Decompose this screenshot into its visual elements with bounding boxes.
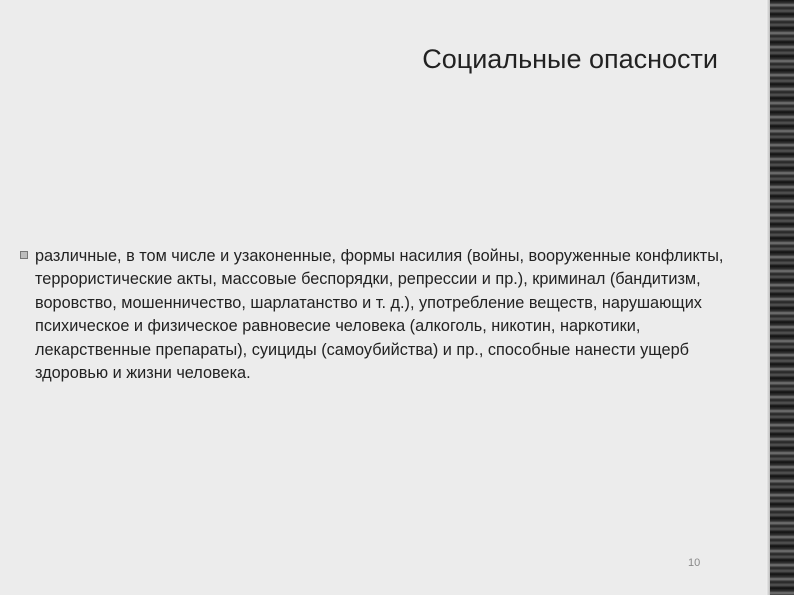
page-number: 10 xyxy=(688,557,701,569)
slide-title: Социальные опасности xyxy=(422,44,718,74)
decorative-edge-strip xyxy=(766,0,794,595)
bullet-item xyxy=(20,245,735,385)
bullet-text: различные, в том числе и узаконенные, формы насилия (войны, вооруженные конфликты, террористические акты, массовые беспорядки, репрессии и пр.), криминал (бандитизм, воровство, мошенничество, шарлатанство и т. д.), употребление веществ, нарушающих психическое и физическое равновесие человека (алкоголь, никотин, наркотики, лекарственные препараты), суициды (самоубийства) и пр., способные нанести ущерб здоровью и жизни человека. xyxy=(35,247,724,383)
square-bullet-icon xyxy=(20,251,28,259)
